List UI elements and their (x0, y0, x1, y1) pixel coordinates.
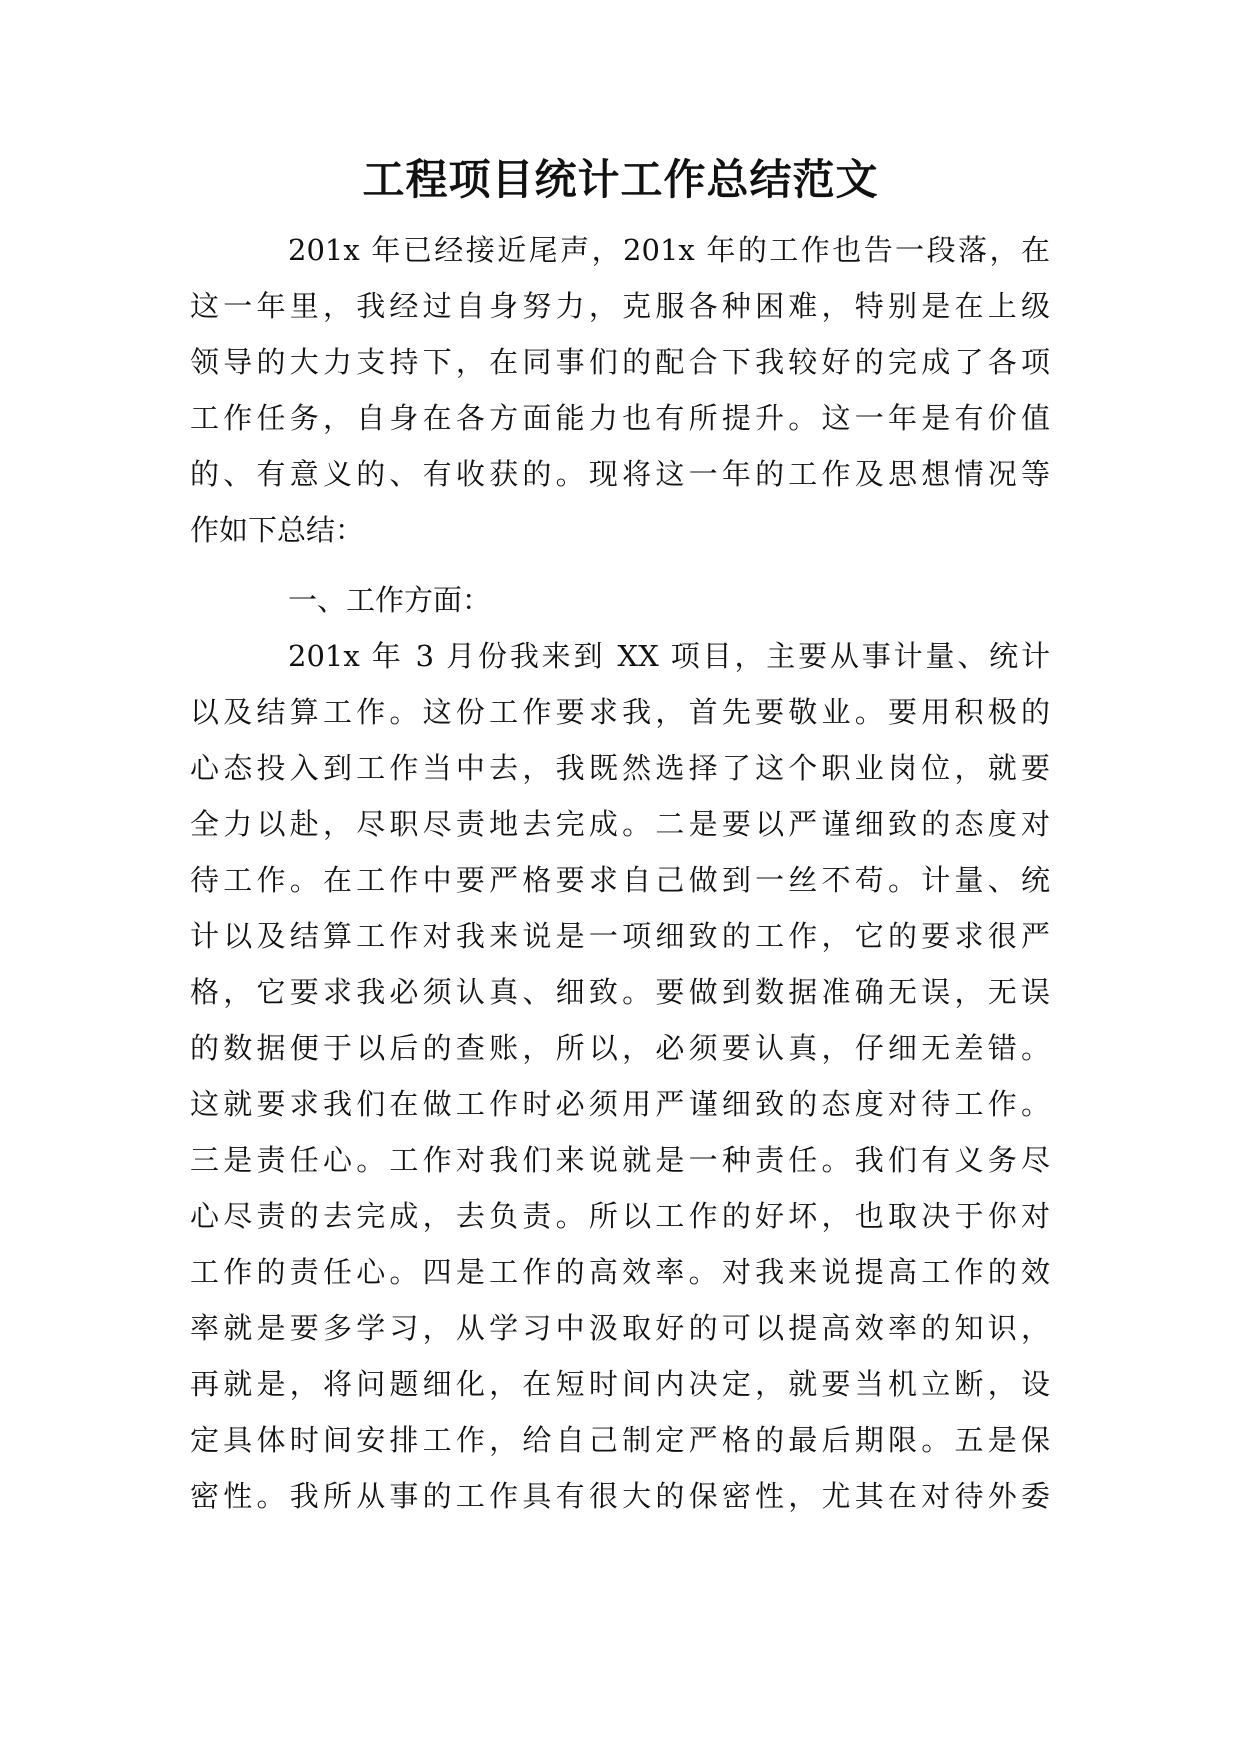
paragraph-line: 心尽责的去完成，去负责。所以工作的好坏，也取决于你对 (190, 1199, 1050, 1233)
paragraph-line: 这就要求我们在做工作时必须用严谨细致的态度对待工作。 (190, 1087, 1050, 1121)
paragraph-line: 率就是要多学习，从学习中汲取好的可以提高效率的知识， (190, 1311, 1050, 1345)
paragraph-line: 密性。我所从事的工作具有很大的保密性，尤其在对待外委 (190, 1479, 1050, 1513)
paragraph-line: 以及结算工作。这份工作要求我，首先要敬业。要用积极的 (190, 695, 1050, 729)
paragraph-line: 的、有意义的、有收获的。现将这一年的工作及思想情况等 (190, 457, 1050, 491)
paragraph-line: 的数据便于以后的查账，所以，必须要认真，仔细无差错。 (190, 1031, 1050, 1065)
paragraph-line: 这一年里，我经过自身努力，克服各种困难，特别是在上级 (190, 289, 1050, 323)
paragraph-line: 再就是，将问题细化，在短时间内决定，就要当机立断，设 (190, 1367, 1050, 1401)
paragraph-line: 计以及结算工作对我来说是一项细致的工作，它的要求很严 (190, 919, 1050, 953)
section-heading: 一、工作方面： (288, 583, 492, 617)
paragraph-line: 待工作。在工作中要严格要求自己做到一丝不苟。计量、统 (190, 863, 1050, 897)
paragraph-line: 工作任务，自身在各方面能力也有所提升。这一年是有价值 (190, 401, 1050, 435)
paragraph-line: 定具体时间安排工作，给自己制定严格的最后期限。五是保 (190, 1423, 1050, 1457)
paragraph-line: 心态投入到工作当中去，我既然选择了这个职业岗位，就要 (190, 751, 1050, 785)
paragraph-line: 作如下总结： (190, 513, 365, 547)
paragraph-line: 三是责任心。工作对我们来说就是一种责任。我们有义务尽 (190, 1143, 1050, 1177)
paragraph-line: 领导的大力支持下，在同事们的配合下我较好的完成了各项 (190, 345, 1050, 379)
document-title: 工程项目统计工作总结范文 (362, 155, 879, 204)
paragraph-line: 全力以赴，尽职尽责地去完成。二是要以严谨细致的态度对 (190, 807, 1050, 841)
paragraph-line: 工作的责任心。四是工作的高效率。对我来说提高工作的效 (190, 1255, 1050, 1289)
paragraph-line: 201x 年 3 月份我来到 XX 项目，主要从事计量、统计 (288, 639, 1050, 673)
paragraph-line: 格，它要求我必须认真、细致。要做到数据准确无误，无误 (190, 975, 1050, 1009)
paragraph-line: 201x 年已经接近尾声，201x 年的工作也告一段落，在 (288, 233, 1050, 267)
